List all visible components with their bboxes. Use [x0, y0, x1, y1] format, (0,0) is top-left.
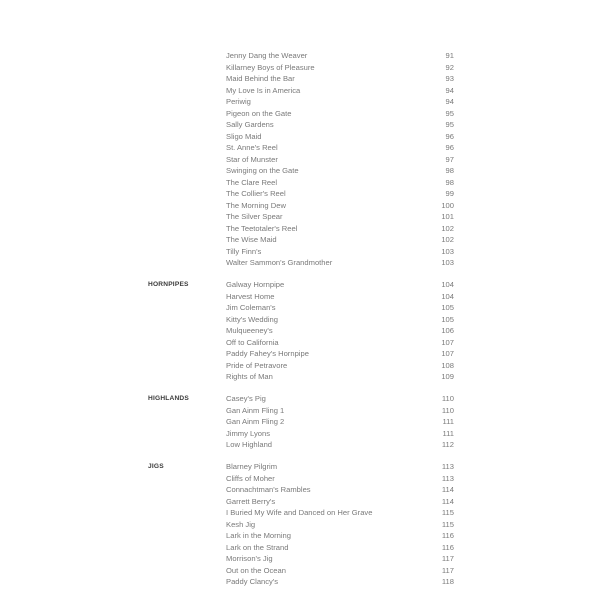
- section-heading: JIGS: [148, 463, 164, 470]
- toc-entry: [0, 50, 600, 62]
- entry-title: Tilly Finn's: [226, 246, 262, 256]
- entry-title: The Silver Spear: [226, 212, 283, 221]
- toc-entry: [0, 405, 600, 417]
- toc-entry: [0, 257, 600, 269]
- entry-title: Jenny Dang the Weaver: [226, 51, 308, 60]
- entry-title: Swinging on the Gate: [226, 166, 299, 175]
- section-spacer: [0, 383, 600, 394]
- toc-entry: [0, 473, 600, 485]
- entry-page: 96: [445, 143, 454, 152]
- entry-page: 112: [441, 440, 454, 449]
- entry-page: 95: [445, 108, 454, 118]
- toc-entry: [0, 314, 600, 326]
- entry-title: Star of Munster: [226, 154, 278, 164]
- entry-title: Kesh Jig: [226, 519, 256, 529]
- entry-title: Sally Gardens: [226, 120, 274, 129]
- entry-title: Mulqueeney's: [226, 326, 273, 335]
- toc-entry: [0, 542, 600, 554]
- entry-page: 98: [445, 177, 454, 187]
- toc-entry: [0, 371, 600, 383]
- entry-page: 111: [442, 428, 454, 438]
- entry-title: Cliffs of Moher: [226, 473, 275, 483]
- toc-entry: [0, 291, 600, 303]
- entry-title: Rights of Man: [226, 372, 273, 381]
- entry-page: 116: [441, 531, 454, 540]
- section-spacer: [0, 451, 600, 462]
- toc-entry: [0, 496, 600, 508]
- entry-page: 91: [445, 51, 454, 60]
- entry-title: Casey's Pig: [226, 394, 266, 403]
- entry-title: The Teetotaler's Reel: [226, 223, 298, 233]
- entry-page: 94: [445, 85, 454, 95]
- table-of-contents: [0, 50, 600, 588]
- entry-page: 104: [441, 291, 454, 301]
- entry-title: Gan Ainm Fling 1: [226, 405, 285, 415]
- entry-title: Jimmy Lyons: [226, 428, 271, 438]
- entry-title: Galway Hornpipe: [226, 280, 285, 289]
- toc-entry: [0, 416, 600, 428]
- toc-entry: [0, 348, 600, 360]
- toc-entry: [0, 246, 600, 258]
- entry-title: Lark in the Morning: [226, 531, 292, 540]
- entry-title: Maid Behind the Bar: [226, 74, 295, 83]
- entry-title: Out on the Ocean: [226, 565, 286, 575]
- toc-entry: [0, 337, 600, 349]
- entry-page: 109: [441, 372, 454, 381]
- toc-entry: [0, 565, 600, 577]
- toc-entry: [0, 165, 600, 177]
- entry-title: Harvest Home: [226, 291, 275, 301]
- toc-entry: [0, 62, 600, 74]
- entry-page: 117: [441, 554, 454, 563]
- entry-title: Lark on the Strand: [226, 542, 289, 552]
- entry-page: 101: [441, 212, 454, 221]
- entry-page: 92: [445, 62, 454, 72]
- entry-title: Pigeon on the Gate: [226, 108, 292, 118]
- toc-entry: [0, 223, 600, 235]
- entry-page: 107: [441, 349, 454, 358]
- toc-entry: [0, 360, 600, 372]
- entry-title: The Wise Maid: [226, 235, 277, 244]
- entry-title: St. Anne's Reel: [226, 143, 278, 152]
- toc-entry: [0, 484, 600, 496]
- entry-title: Periwig: [226, 97, 251, 106]
- toc-entry: [0, 96, 600, 108]
- entry-title: Gan Ainm Fling 2: [226, 417, 285, 426]
- entry-title: Low Highland: [226, 440, 273, 449]
- section-hornpipes: [0, 279, 600, 383]
- toc-entry: [0, 211, 600, 223]
- toc-entry: [0, 302, 600, 314]
- entry-title: Walter Sammon's Grandmother: [226, 258, 333, 267]
- entry-title: Kitty's Wedding: [226, 314, 278, 324]
- toc-entry: [0, 530, 600, 542]
- entry-title: The Morning Dew: [226, 200, 286, 210]
- entry-title: The Collier's Reel: [226, 189, 286, 198]
- toc-entry: [0, 154, 600, 166]
- entry-page: 103: [441, 246, 454, 256]
- entry-page: 97: [445, 154, 454, 164]
- toc-entry: [0, 461, 600, 473]
- section-reels-continued: [0, 50, 600, 269]
- entry-title: Connachtman's Rambles: [226, 485, 311, 494]
- entry-page: 100: [441, 200, 454, 210]
- entry-title: My Love Is in America: [226, 85, 301, 95]
- toc-entry: [0, 439, 600, 451]
- entry-page: 94: [445, 97, 454, 106]
- toc-entry: [0, 519, 600, 531]
- toc-entry: [0, 85, 600, 97]
- entry-page: 111: [442, 417, 454, 426]
- entry-page: 96: [445, 131, 454, 141]
- entry-page: 113: [441, 462, 454, 471]
- entry-title: Jim Coleman's: [226, 303, 276, 312]
- toc-entry: [0, 73, 600, 85]
- entry-page: 105: [441, 314, 454, 324]
- entry-page: 102: [441, 235, 454, 244]
- entry-title: The Clare Reel: [226, 177, 278, 187]
- toc-entry: [0, 177, 600, 189]
- entry-page: 107: [441, 337, 454, 347]
- toc-entry: [0, 507, 600, 519]
- entry-page: 115: [441, 519, 454, 529]
- toc-entry: [0, 576, 600, 588]
- entry-page: 110: [441, 394, 454, 403]
- entry-page: 106: [441, 326, 454, 335]
- entry-title: Sligo Maid: [226, 131, 262, 141]
- entry-page: 110: [441, 405, 454, 415]
- entry-page: 95: [445, 120, 454, 129]
- entry-page: 113: [441, 473, 454, 483]
- toc-entry: [0, 325, 600, 337]
- toc-entry: [0, 393, 600, 405]
- toc-entry: [0, 553, 600, 565]
- toc-entry: [0, 428, 600, 440]
- entry-page: 103: [441, 258, 454, 267]
- entry-page: 99: [445, 189, 454, 198]
- entry-page: 102: [441, 223, 454, 233]
- entry-page: 108: [441, 360, 454, 370]
- entry-page: 104: [441, 280, 454, 289]
- section-heading: HIGHLANDS: [148, 395, 189, 402]
- entry-title: Paddy Clancy's: [226, 577, 279, 586]
- entry-page: 114: [441, 485, 454, 494]
- entry-page: 115: [441, 508, 454, 517]
- toc-entry: [0, 142, 600, 154]
- entry-page: 117: [441, 565, 454, 575]
- entry-page: 98: [445, 166, 454, 175]
- toc-entry: [0, 108, 600, 120]
- toc-entry: [0, 279, 600, 291]
- section-jigs: [0, 461, 600, 588]
- toc-entry: [0, 188, 600, 200]
- entry-title: I Buried My Wife and Danced on Her Grave: [226, 508, 373, 517]
- entry-title: Off to California: [226, 337, 279, 347]
- toc-entry: [0, 200, 600, 212]
- entry-title: Killarney Boys of Pleasure: [226, 62, 315, 72]
- toc-entry: [0, 131, 600, 143]
- entry-page: 118: [441, 577, 454, 586]
- section-spacer: [0, 269, 600, 280]
- entry-title: Blarney Pilgrim: [226, 462, 278, 471]
- entry-title: Paddy Fahey's Hornpipe: [226, 349, 309, 358]
- section-highlands: [0, 393, 600, 451]
- entry-page: 105: [441, 303, 454, 312]
- entry-title: Pride of Petravore: [226, 360, 288, 370]
- toc-entry: [0, 119, 600, 131]
- toc-entry: [0, 234, 600, 246]
- entry-page: 114: [441, 496, 454, 506]
- entry-title: Garrett Berry's: [226, 496, 276, 506]
- entry-title: Morrison's Jig: [226, 554, 273, 563]
- section-heading: HORNPIPES: [148, 281, 189, 288]
- entry-page: 116: [441, 542, 454, 552]
- entry-page: 93: [445, 74, 454, 83]
